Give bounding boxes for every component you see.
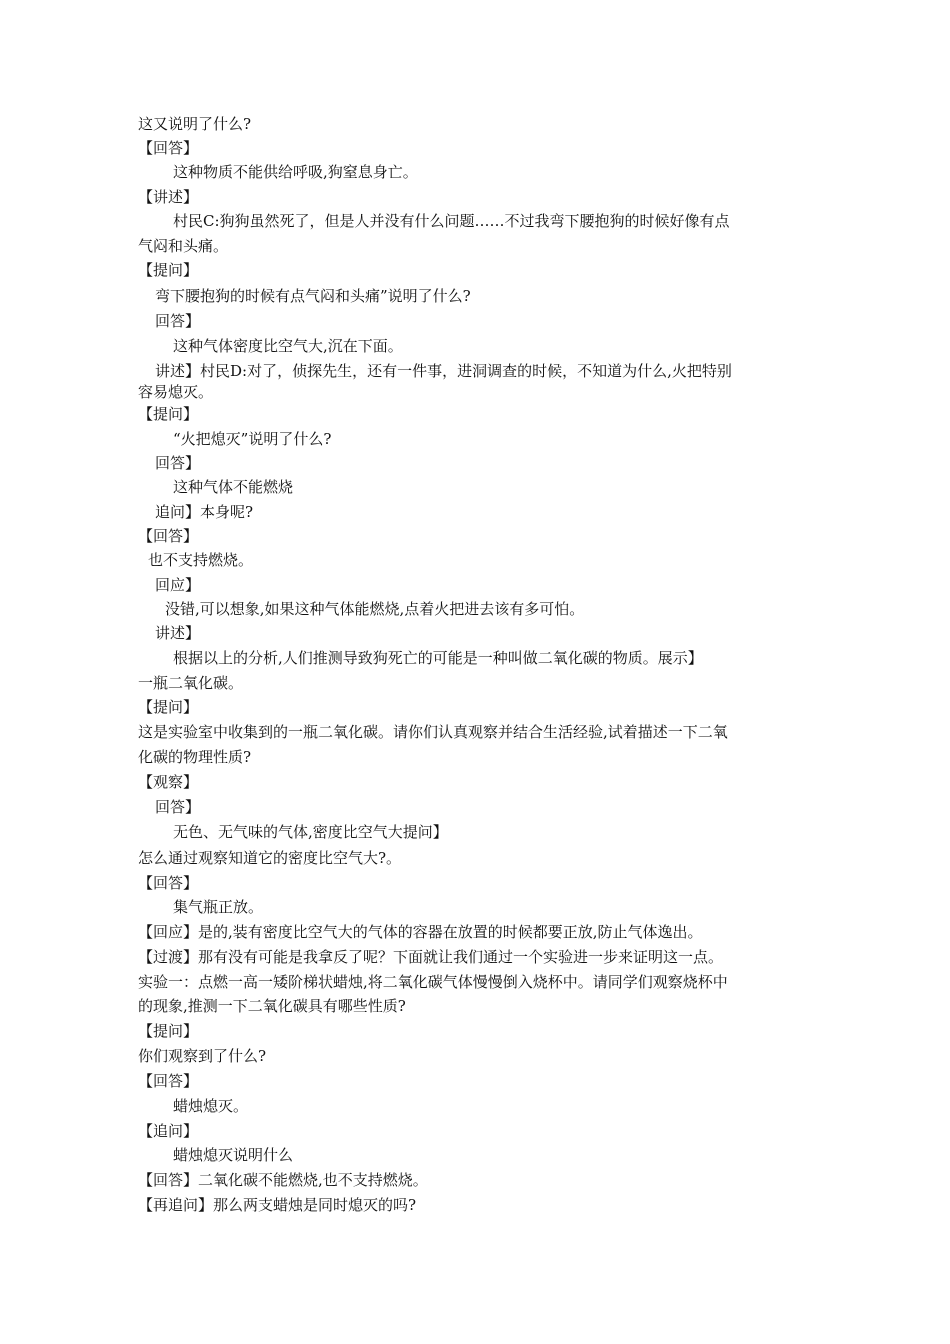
text-line: 根据以上的分析,人们推测导致狗死亡的可能是一种叫做二氧化碳的物质。展示】 — [173, 649, 703, 667]
text-line: 【回答】 — [138, 1072, 199, 1090]
text-line: 这种气体密度比空气大,沉在下面。 — [173, 337, 403, 355]
text-line: 这种气体不能燃烧 — [173, 478, 294, 496]
text-line: 没错,可以想象,如果这种气体能燃烧,点着火把进去该有多可怕。 — [165, 600, 585, 618]
text-line: 讲述】 — [155, 624, 201, 642]
text-line: 回答】 — [155, 798, 201, 816]
text-line: 化碳的物理性质? — [138, 748, 252, 766]
text-line: 这是实验室中收集到的一瓶二氧化碳。请你们认真观察并结合生活经验,试着描述一下二氧 — [138, 723, 728, 741]
text-line: 回答】 — [155, 454, 201, 472]
text-line: 回答】 — [155, 312, 201, 330]
text-line: 【提问】 — [138, 405, 199, 423]
text-line: 集气瓶正放。 — [173, 898, 264, 916]
text-line: 蜡烛熄灭。 — [173, 1097, 249, 1115]
text-line: 【提问】 — [138, 261, 199, 279]
text-line: 气闷和头痛。 — [138, 237, 229, 255]
text-line: 【观察】 — [138, 773, 199, 791]
text-line: 【回答】 — [138, 139, 199, 157]
text-line: “火把熄灭”说明了什么? — [173, 430, 332, 448]
text-line: 【再追问】那么两支蜡烛是同时熄灭的吗? — [138, 1196, 417, 1214]
text-line: 实验一：点燃一高一矮阶梯状蜡烛,将二氧化碳气体慢慢倒入烧杯中。请同学们观察烧杯中 — [138, 973, 728, 991]
text-line: 这种物质不能供给呼吸,狗窒息身亡。 — [173, 163, 418, 181]
text-line: 怎么通过观察知道它的密度比空气大?。 — [138, 849, 402, 867]
text-line: 无色、无气味的气体,密度比空气大提问】 — [173, 823, 448, 841]
text-line: 【回应】是的,装有密度比空气大的气体的容器在放置的时候都要正放,防止气体逸出。 — [138, 923, 703, 941]
text-line: 也不支持燃烧。 — [148, 551, 254, 569]
text-line: 的现象,推测一下二氧化碳具有哪些性质? — [138, 997, 406, 1015]
text-line: 【追问】 — [138, 1122, 199, 1140]
text-line: 容易熄灭。 — [138, 383, 214, 401]
text-line: 追问】本身呢? — [155, 503, 254, 521]
text-line: 这又说明了什么? — [138, 115, 252, 133]
text-line: 你们观察到了什么? — [138, 1047, 267, 1065]
text-line: 蜡烛熄灭说明什么 — [173, 1146, 294, 1164]
text-line: 回应】 — [155, 576, 201, 594]
text-line: 【回答】二氧化碳不能燃烧,也不支持燃烧。 — [138, 1171, 428, 1189]
text-line: 【讲述】 — [138, 188, 199, 206]
text-line: 【提问】 — [138, 1022, 199, 1040]
text-line: 弯下腰抱狗的时候有点气闷和头痛”说明了什么? — [155, 287, 471, 305]
text-line: 【过渡】那有没有可能是我拿反了呢？下面就让我们通过一个实验进一步来证明这一点。 — [138, 948, 724, 966]
text-line: 讲述】村民D:对了，侦探先生，还有一件事，进洞调查的时候，不知道为什么,火把特别 — [155, 362, 732, 380]
text-line: 【回答】 — [138, 527, 199, 545]
text-line: 村民C:狗狗虽然死了，但是人并没有什么问题……不过我弯下腰抱狗的时候好像有点 — [173, 212, 730, 230]
text-line: 【回答】 — [138, 874, 199, 892]
text-line: 一瓶二氧化碳。 — [138, 674, 244, 692]
text-line: 【提问】 — [138, 698, 199, 716]
